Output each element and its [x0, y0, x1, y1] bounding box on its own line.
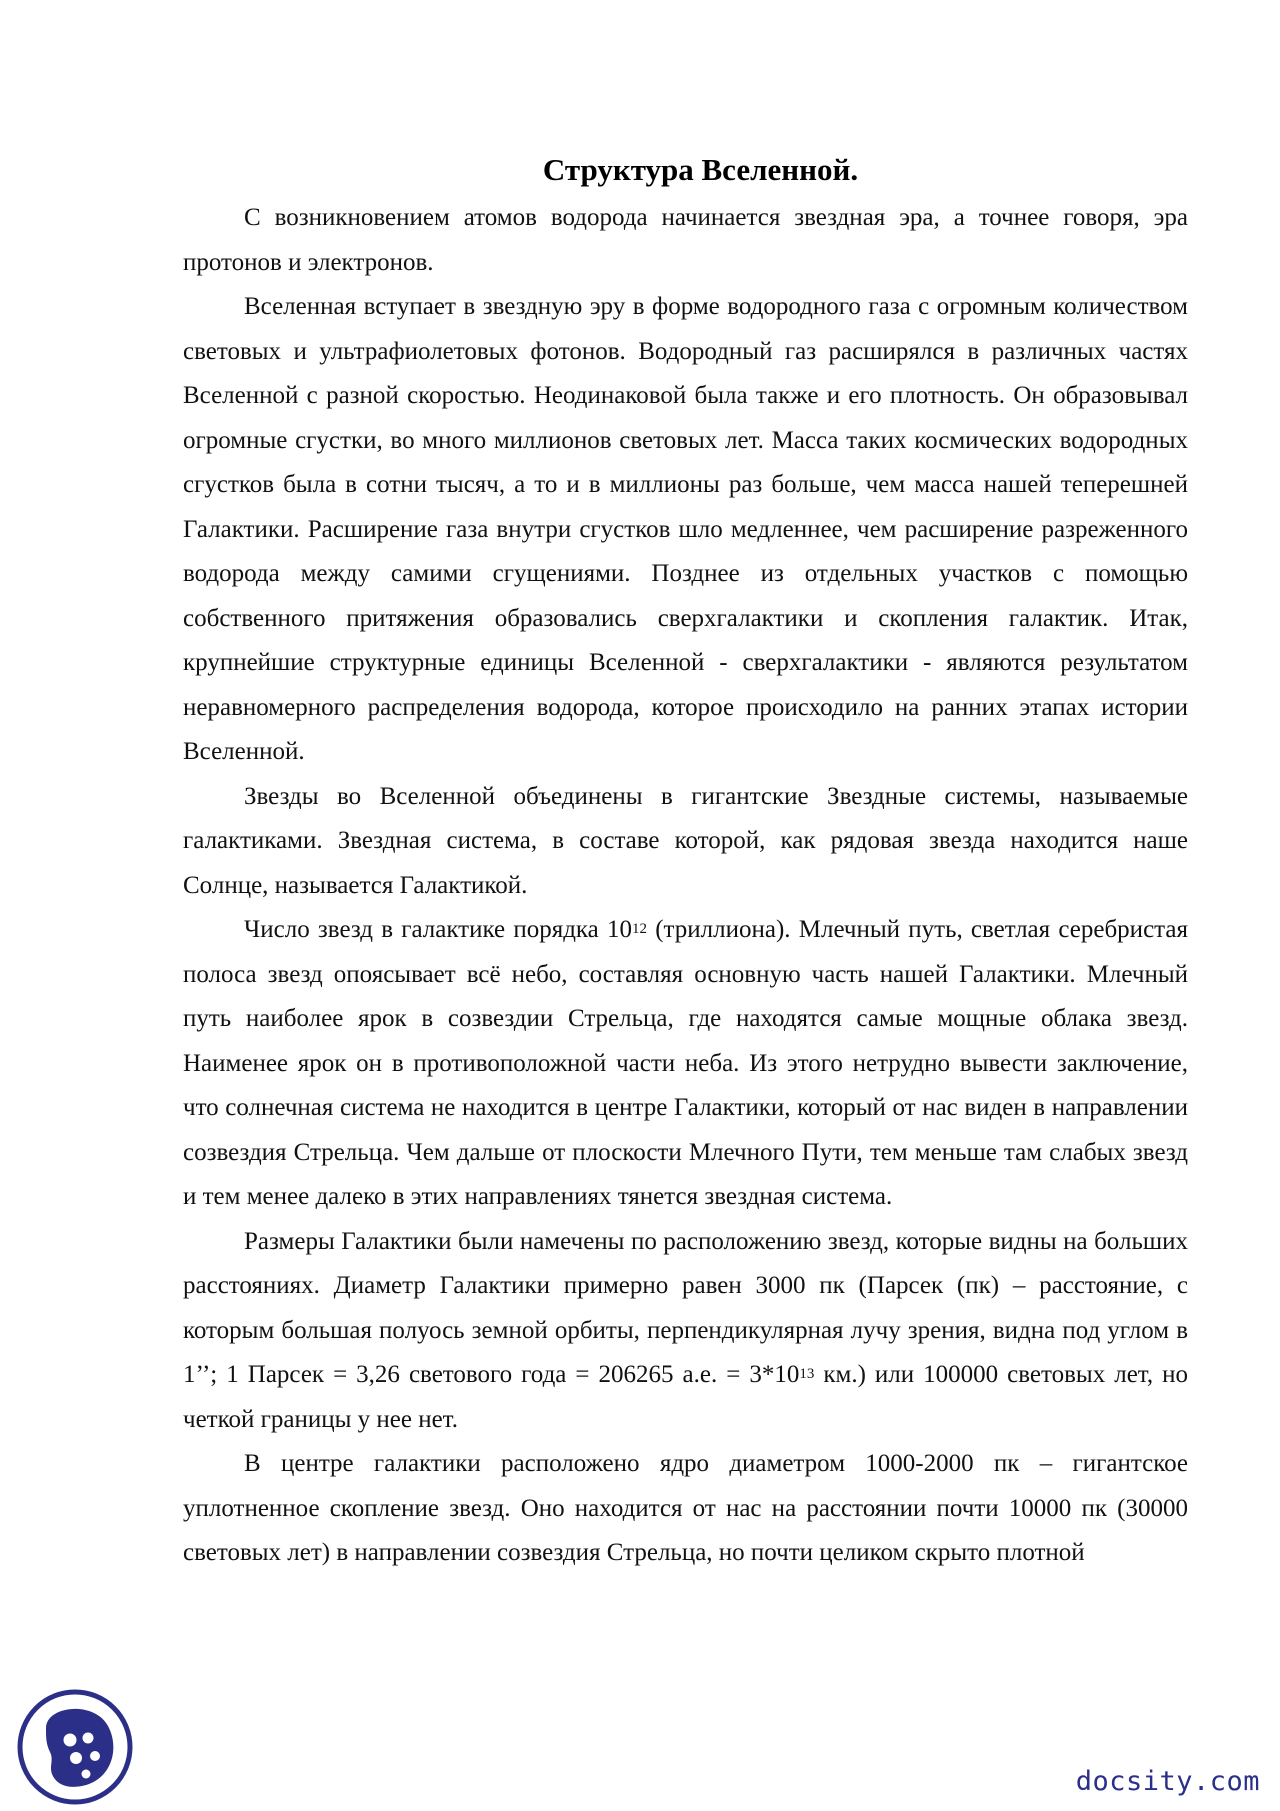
- docsity-brand-link[interactable]: docsity.com: [1075, 1766, 1260, 1797]
- paragraph-3: Звезды во Вселенной объединены в гигантские Звездные системы, называемые галактиками. Звездная система, в составе которой, как рядовая звезда находится наше Солнце, называется Галактикой.: [183, 782, 1188, 899]
- document-body: [183, 150, 1188, 1576]
- page-title: Структура Вселенной.: [542, 152, 859, 187]
- paragraph-5: [183, 1220, 1188, 1443]
- paragraph-4: [183, 908, 1188, 1220]
- paragraph-1: С возникновением атомов водорода начинается звездная эра, а точнее говоря, эра протонов и электронов.: [183, 204, 1188, 276]
- exponent-13: 13: [799, 1366, 815, 1382]
- docsity-logo-icon[interactable]: [16, 1688, 134, 1806]
- paragraph-5-start: Размеры Галактики были намечены по расположению звезд, которые видны на больших расстояниях. Диаметр Галактики примерно равен 3000 пк (Парсек (пк) – расстояние, с которым большая полуось земной орбиты, перпендикулярная лучу зрения, видна под углом в 1’’; 1 Парсек = 3,26 светового года = 206265 а.е. = 3*10: [183, 1227, 1188, 1388]
- exponent-12: 12: [632, 921, 647, 937]
- paragraph-4-start: Число звезд в галактике порядка 10: [244, 916, 632, 943]
- paragraph-2: Вселенная вступает в звездную эру в форме водородного газа с огромным количеством световых и ультрафиолетовых фотонов. Водородный газ расширялся в различных частях Вселенной с разной скоростью. Неодинаковой была также и его плотность. Он образовывал огромные сгустки, во много миллионов световых лет. Масса таких космических водородных сгустков была в сотни тысяч, а то и в миллионы раз больше, чем масса нашей теперешней Галактики. Расширение газа внутри сгустков шло медленнее, чем расширение разреженного водорода между самими сгущениями. Позднее из отдельных участков с помощью собственного притяжения образовались сверхгалактики и скопления галактик. Итак, крупнейшие структурные единицы Вселенной - сверхгалактики - являются результатом неравномерного распределения водорода, которое происходило на ранних этапах истории Вселенной.: [183, 293, 1188, 765]
- paragraph-6: В центре галактики расположено ядро диаметром 1000-2000 пк – гигантское уплотненное скопление звезд. Оно находится от нас на расстоянии почти 10000 пк (30000 световых лет) в направлении созвездия Стрельца, но почти целиком скрыто плотной: [183, 1450, 1188, 1566]
- paragraph-4-rest: (триллиона). Млечный путь, светлая серебристая полоса звезд опоясывает всё небо, составляя основную часть нашей Галактики. Млечный путь наиболее ярок в созвездии Стрельца, где находятся самые мощные облака звезд. Наименее ярок он в противоположной части неба. Из этого нетрудно вывести заключение, что солнечная система не находится в центре Галактики, который от нас виден в направлении созвездия Стрельца. Чем дальше от плоскости Млечного Пути, тем меньше там слабых звезд и тем менее далеко в этих направлениях тянется звездная система.: [183, 916, 1188, 1210]
- paragraph-5-rest: км.) или 100000 световых лет, но четкой границы у нее нет.: [183, 1361, 1188, 1433]
